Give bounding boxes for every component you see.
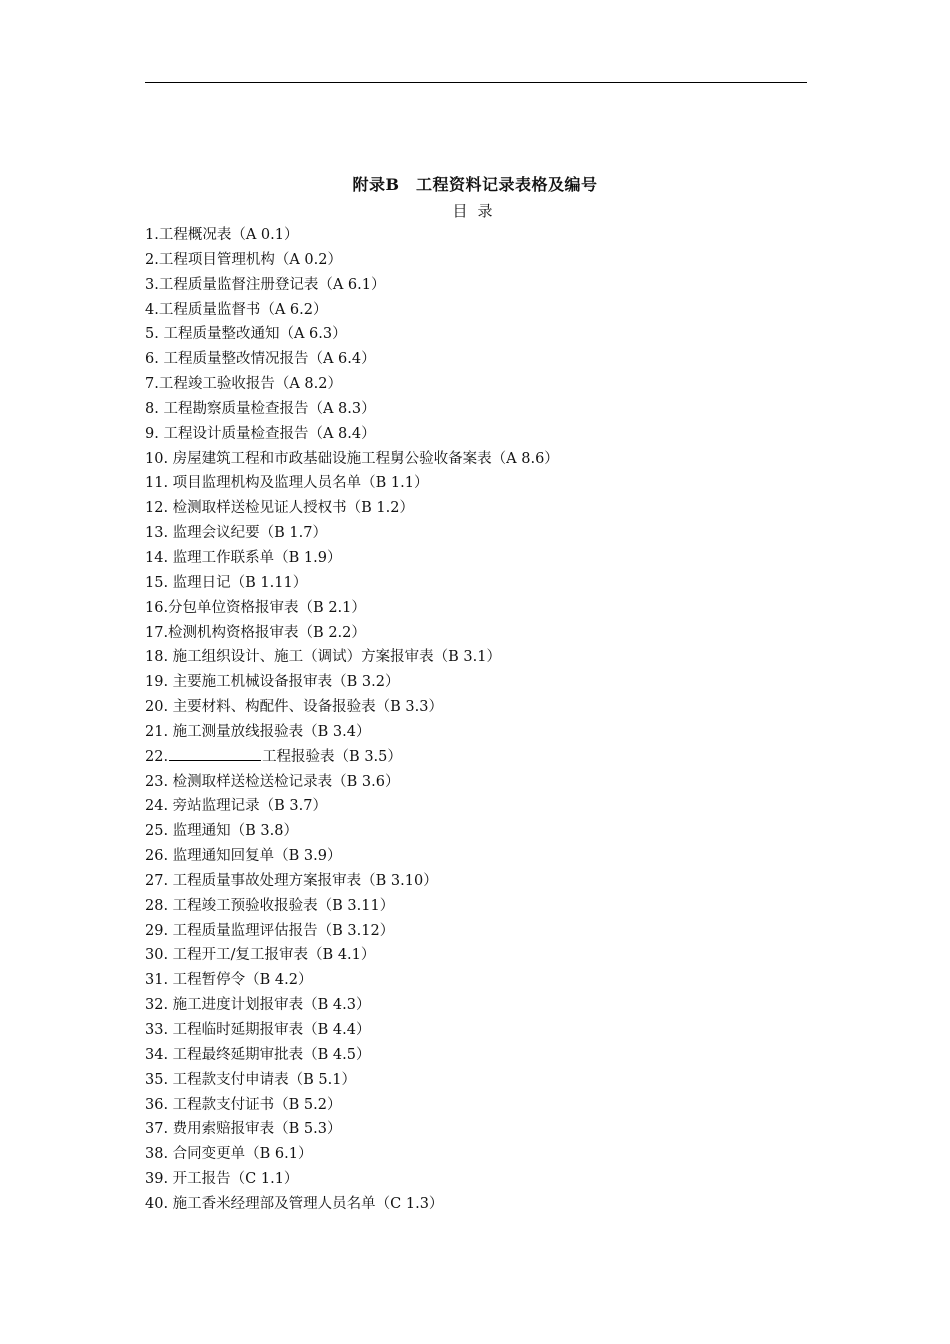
toc-item: 25. 监理通知（B 3.8）: [145, 823, 298, 840]
toc-item: 34. 工程最终延期审批表（B 4.5）: [145, 1046, 371, 1063]
toc-item: 9. 工程设计质量检查报告（A 8.4）: [145, 425, 376, 442]
toc-item: 38. 合同变更单（B 6.1）: [145, 1146, 313, 1163]
toc-item: 4.工程质量监督书（A 6.2）: [145, 301, 328, 318]
toc-item: 13. 监理会议纪要（B 1.7）: [145, 525, 327, 542]
toc-item: 31. 工程暂停令（B 4.2）: [145, 972, 313, 989]
toc-item: 29. 工程质量监理评估报告（B 3.12）: [145, 922, 395, 939]
toc-item: 6. 工程质量整改情况报告（A 6.4）: [145, 351, 376, 368]
toc-item: 27. 工程质量事故处理方案报审表（B 3.10）: [145, 872, 438, 889]
toc-item: 23. 检测取样送检送检记录表（B 3.6）: [145, 773, 400, 790]
toc-item: 19. 主要施工机械设备报审表（B 3.2）: [145, 674, 400, 691]
toc-item-number: 22.: [145, 748, 169, 765]
toc-item: 32. 施工进度计划报审表（B 4.3）: [145, 997, 371, 1014]
toc-item: 12. 检测取样送检见证人授权书（B 1.2）: [145, 500, 414, 517]
toc-item: 18. 施工组织设计、施工（调试）方案报审表（B 3.1）: [145, 649, 501, 666]
toc-item: 30. 工程开工/复工报审表（B 4.1）: [145, 947, 376, 964]
toc-item: 3.工程质量监督注册登记表（A 6.1）: [145, 276, 386, 293]
fill-in-blank: [169, 745, 261, 761]
toc-item: 7.工程竣工验收报告（A 8.2）: [145, 376, 342, 393]
toc-item: 40. 施工香米经理部及管理人员名单（C 1.3）: [145, 1195, 444, 1212]
toc-item: 21. 施工测量放线报验表（B 3.4）: [145, 723, 371, 740]
toc-item: 24. 旁站监理记录（B 3.7）: [145, 798, 327, 815]
page-title: 附录B 工程资料记录表格及编号: [352, 175, 598, 194]
toc-item: 16.分包单位资格报审表（B 2.1）: [145, 599, 366, 616]
toc-item: 10. 房屋建筑工程和市政基础设施工程舅公验收备案表（A 8.6）: [145, 450, 559, 467]
toc-heading: 目录: [452, 202, 503, 220]
header-rule: [145, 82, 807, 83]
toc-item: 37. 费用索赔报审表（B 5.3）: [145, 1121, 342, 1138]
toc-item: 14. 监理工作联系单（B 1.9）: [145, 549, 342, 566]
toc-item: 35. 工程款支付申请表（B 5.1）: [145, 1071, 356, 1088]
toc-item: 36. 工程款支付证书（B 5.2）: [145, 1096, 342, 1113]
toc-item-label: 工程报验表（B 3.5）: [262, 748, 402, 765]
toc-item: 11. 项目监理机构及监理人员名单（B 1.1）: [145, 475, 429, 492]
toc-item: 8. 工程勘察质量检查报告（A 8.3）: [145, 400, 376, 417]
toc-item: 15. 监理日记（B 1.11）: [145, 574, 308, 591]
toc-item: 28. 工程竣工预验收报验表（B 3.11）: [145, 897, 395, 914]
toc-item: 33. 工程临时延期报审表（B 4.4）: [145, 1022, 371, 1038]
toc-item: 20. 主要材料、构配件、设备报验表（B 3.3）: [145, 699, 443, 716]
toc-item: 39. 开工报告（C 1.1）: [145, 1171, 299, 1188]
toc-item: 26. 监理通知回复单（B 3.9）: [145, 848, 342, 865]
toc-item: 2.工程项目管理机构（A 0.2）: [145, 251, 342, 268]
toc-item-22: [145, 745, 559, 770]
toc-item: 17.检测机构资格报审表（B 2.2）: [145, 624, 366, 641]
table-of-contents: [145, 223, 559, 1217]
toc-item: 1.工程概况表（A 0.1）: [145, 227, 299, 243]
toc-item: 5. 工程质量整改通知（A 6.3）: [145, 326, 347, 343]
